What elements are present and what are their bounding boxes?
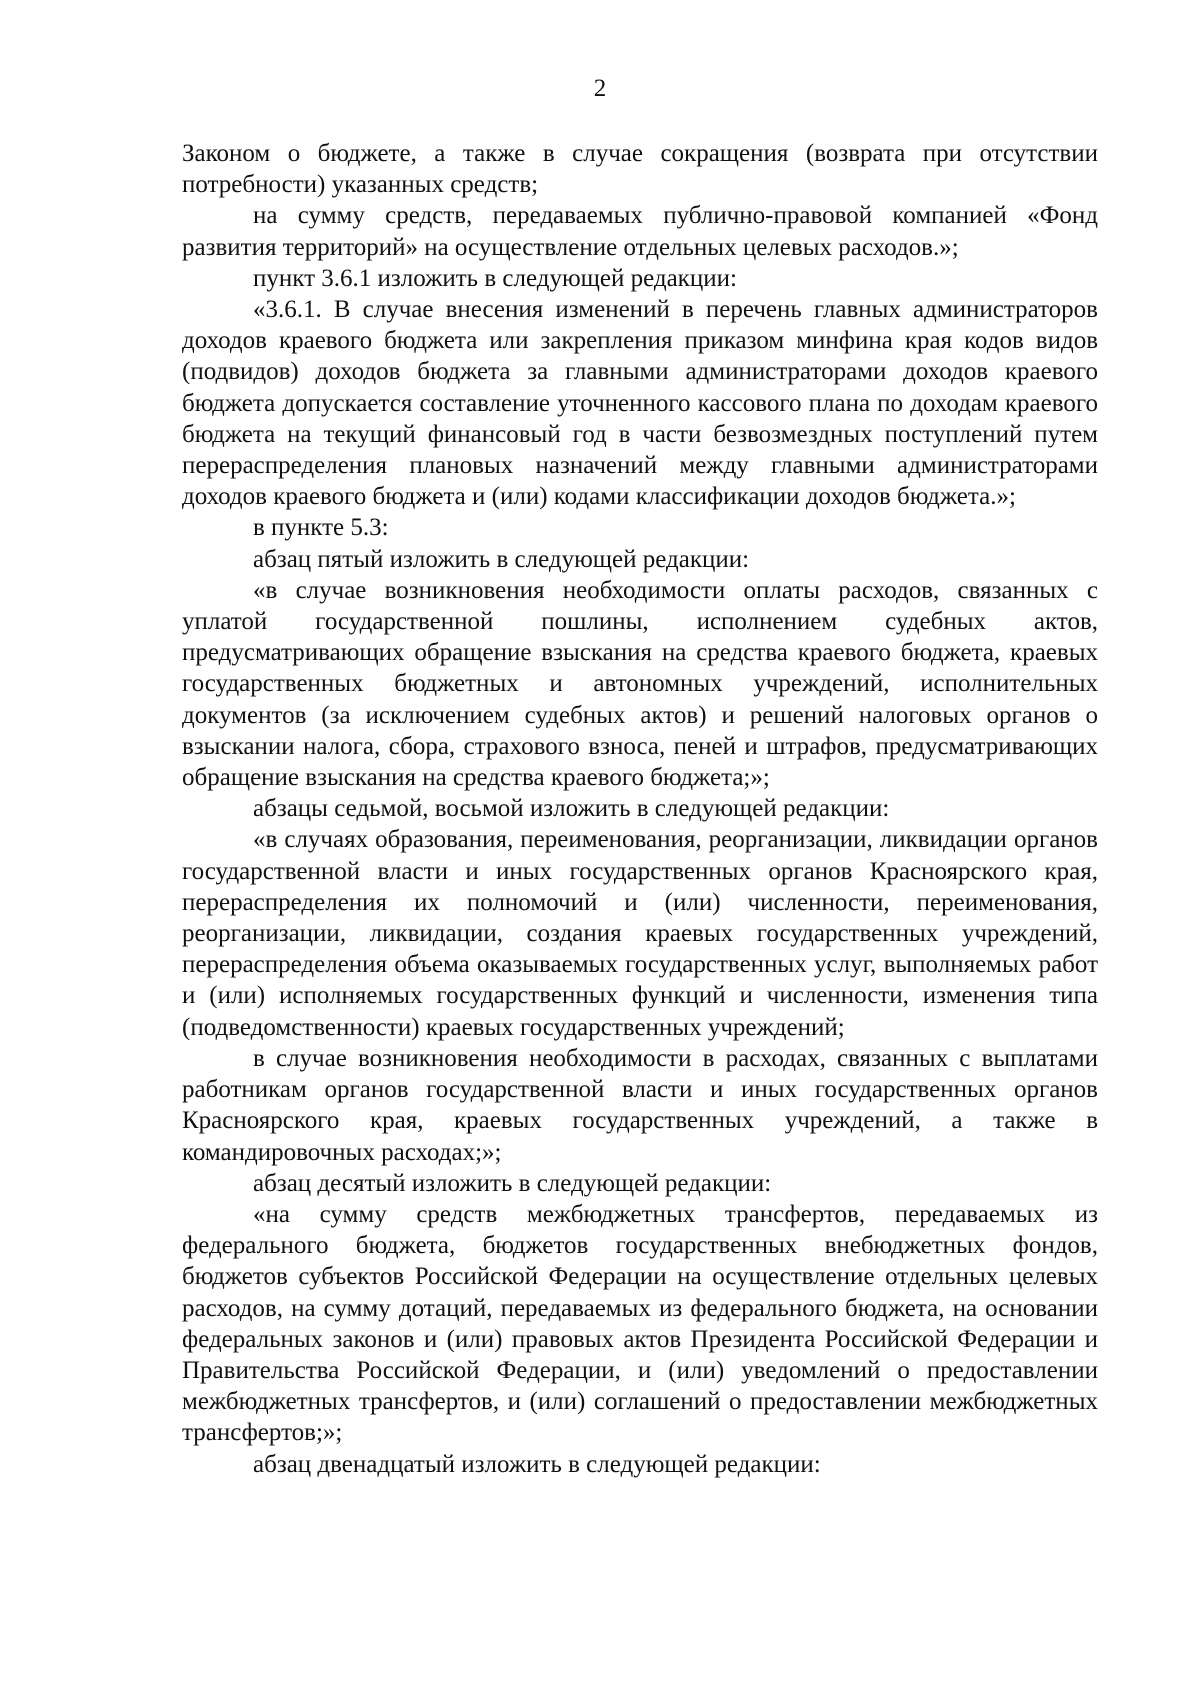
page-number: 2 <box>593 75 607 102</box>
paragraph: абзацы седьмой, восьмой изложить в следующей редакции: <box>253 795 890 823</box>
document-body <box>182 138 1098 1480</box>
paragraph: в пункте 5.3: <box>253 514 389 542</box>
paragraph: пункт 3.6.1 изложить в следующей редакции: <box>253 264 737 292</box>
paragraph: «в случае возникновения необходимости оплаты расходов, связанных с уплатой государственной пошлины, исполнением судебных актов, предусматривающих обращение взыскания на средства краевого бюджета, краевых государственных бюджетных и автономных учреждений, исполнительных документов (за исключением судебных актов) и решений налоговых органов о взыскании налога, сбора, страхового взноса, пеней и штрафов, предусматривающих обращение взыскания на средства краевого бюджета;»; <box>182 576 1098 792</box>
paragraph: «на сумму средств межбюджетных трансфертов, передаваемых из федерального бюджета, бюджетов государственных внебюджетных фондов, бюджетов субъектов Российской Федерации на осуществление отдельных целевых расходов, на сумму дотаций, передаваемых из федерального бюджета, на основании федеральных законов и (или) правовых актов Президента Российской Федерации и Правительства Российской Федерации, и (или) уведомлений о предоставлении межбюджетных трансфертов, и (или) соглашений о предоставлении межбюджетных трансфертов;»; <box>182 1200 1098 1447</box>
paragraph: абзац пятый изложить в следующей редакции: <box>253 545 750 573</box>
paragraph: абзац десятый изложить в следующей редакции: <box>253 1169 772 1197</box>
paragraph: «в случаях образования, переименования, реорганизации, ликвидации органов государственной власти и иных государственных органов Красноярского края, перераспределения их полномочий и (или) численности, переименования, реорганизации, ликвидации, создания краевых государственных учреждений, перераспределения объема оказываемых государственных услуг, выполняемых работ и (или) исполняемых государственных функций и численности, изменения типа (подведомственности) краевых государственных учреждений; <box>182 826 1098 1041</box>
paragraph: абзац двенадцатый изложить в следующей редакции: <box>253 1450 821 1478</box>
paragraph: в случае возникновения необходимости в расходах, связанных с выплатами работникам органов государственной власти и иных государственных органов Красноярского края, краевых государственных учреждений, а также в командировочных расходах;»; <box>182 1044 1098 1166</box>
paragraph: на сумму средств, передаваемых публично-правовой компанией «Фонд развития территорий» на осуществление отдельных целевых расходов.»; <box>182 202 1098 261</box>
paragraph: Законом о бюджете, а также в случае сокращения (возврата при отсутствии потребности) указанных средств; <box>182 140 1098 199</box>
paragraph: «3.6.1. В случае внесения изменений в перечень главных администраторов доходов краевого бюджета или закрепления приказом минфина края кодов видов (подвидов) доходов бюджета за главными администраторами доходов краевого бюджета допускается составление уточненного кассового плана по доходам краевого бюджета на текущий финансовый год в части безвозмездных поступлений путем перераспределения плановых назначений между главными администраторами доходов краевого бюджета и (или) кодами классификации доходов бюджета.»; <box>182 296 1098 511</box>
